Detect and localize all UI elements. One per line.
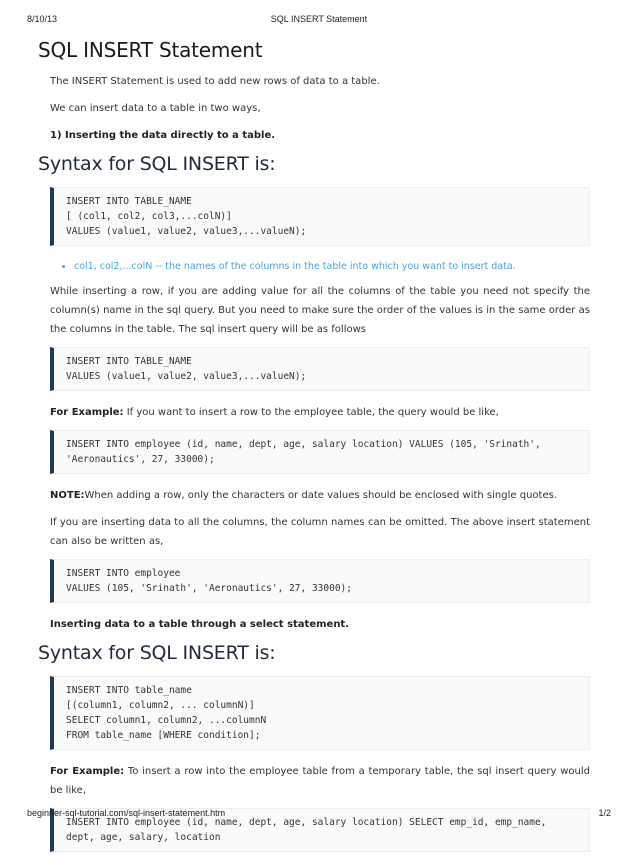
method-2-label: Inserting data to a table through a select statement. [50, 619, 350, 630]
example-2-paragraph [50, 762, 590, 800]
code-line: dept, age, salary, location [66, 832, 221, 843]
code-line: INSERT INTO employee (id, name, dept, age, salary location) SELECT emp_id, emp_name, [66, 817, 547, 828]
code-line: FROM table_name [WHERE condition]; [66, 730, 261, 741]
method-1-label: 1) Inserting the data directly to a table. [50, 130, 276, 141]
example-2-label: For Example: [50, 766, 125, 777]
method-2-heading [50, 615, 590, 634]
syntax-heading-2: Syntax for SQL INSERT is: [38, 642, 276, 664]
article-content [38, 38, 590, 864]
code-line: INSERT INTO employee (id, name, dept, age, salary location) VALUES (105, 'Srinath', [66, 439, 541, 450]
note-text: When adding a row, only the characters or date values should be enclosed with single quotes. [84, 490, 557, 501]
example-1-label: For Example: [50, 407, 124, 418]
code-block-syntax-1 [50, 187, 590, 246]
example-1-text: If you want to insert a row to the employee table, the query would be like, [123, 407, 499, 418]
note-label: NOTE: [50, 490, 85, 501]
code-line: INSERT INTO TABLE_NAME [66, 356, 192, 367]
note-paragraph [50, 486, 590, 505]
code-line: VALUES (value1, value2, value3,...valueN); [66, 371, 307, 382]
footer-url: beginner-sql-tutorial.com/sql-insert-statement.htm [27, 808, 226, 818]
code-line: [(column1, column2, ... columnN)] [66, 700, 255, 711]
header-date: 8/10/13 [27, 14, 58, 24]
code-line: INSERT INTO table_name [66, 685, 192, 696]
example-2-text: To insert a row into the employee table from a temporary table, the sql insert query would be like, [50, 766, 590, 796]
intro-paragraph-2: We can insert data to a table in two ways, [50, 103, 261, 114]
code-block-syntax-2 [50, 676, 590, 750]
code-line: SELECT column1, column2, ...columnN [66, 715, 267, 726]
example-1-paragraph [50, 403, 590, 422]
code-block-all-columns [50, 559, 590, 603]
paragraph-inserting-row: While inserting a row, if you are adding value for all the columns of the table you need not specify the column(s) name in the sql query. But you need to make sure the order of the values is in the same order as the columns in the table. The sql insert query will be as follows [50, 286, 590, 335]
method-1-heading [50, 126, 590, 145]
code-line: [ (col1, col2, col3,...colN)] [66, 211, 232, 222]
code-block-example-1 [50, 430, 590, 474]
bullet-list [38, 258, 590, 276]
bullet-item-columns: • col1, col2,...colN -- the names of the columns in the table into which you want to insert data. [74, 258, 590, 276]
page-title: SQL INSERT Statement [38, 38, 263, 62]
syntax-heading-1: Syntax for SQL INSERT is: [38, 153, 276, 175]
code-line: VALUES (105, 'Srinath', 'Aeronautics', 27, 33000); [66, 583, 352, 594]
code-line: VALUES (value1, value2, value3,...valueN); [66, 226, 307, 237]
footer-page-number: 1/2 [598, 808, 611, 818]
code-block-values-only [50, 347, 590, 391]
code-line: INSERT INTO employee [66, 568, 181, 579]
intro-paragraph: The INSERT Statement is used to add new rows of data to a table. [50, 76, 380, 87]
code-line: 'Aeronautics', 27, 33000); [66, 454, 215, 465]
header-title: SQL INSERT Statement [270, 14, 368, 24]
code-line: INSERT INTO TABLE_NAME [66, 196, 192, 207]
paragraph-all-columns: If you are inserting data to all the columns, the column names can be omitted. The above insert statement can also be written as, [50, 517, 590, 547]
